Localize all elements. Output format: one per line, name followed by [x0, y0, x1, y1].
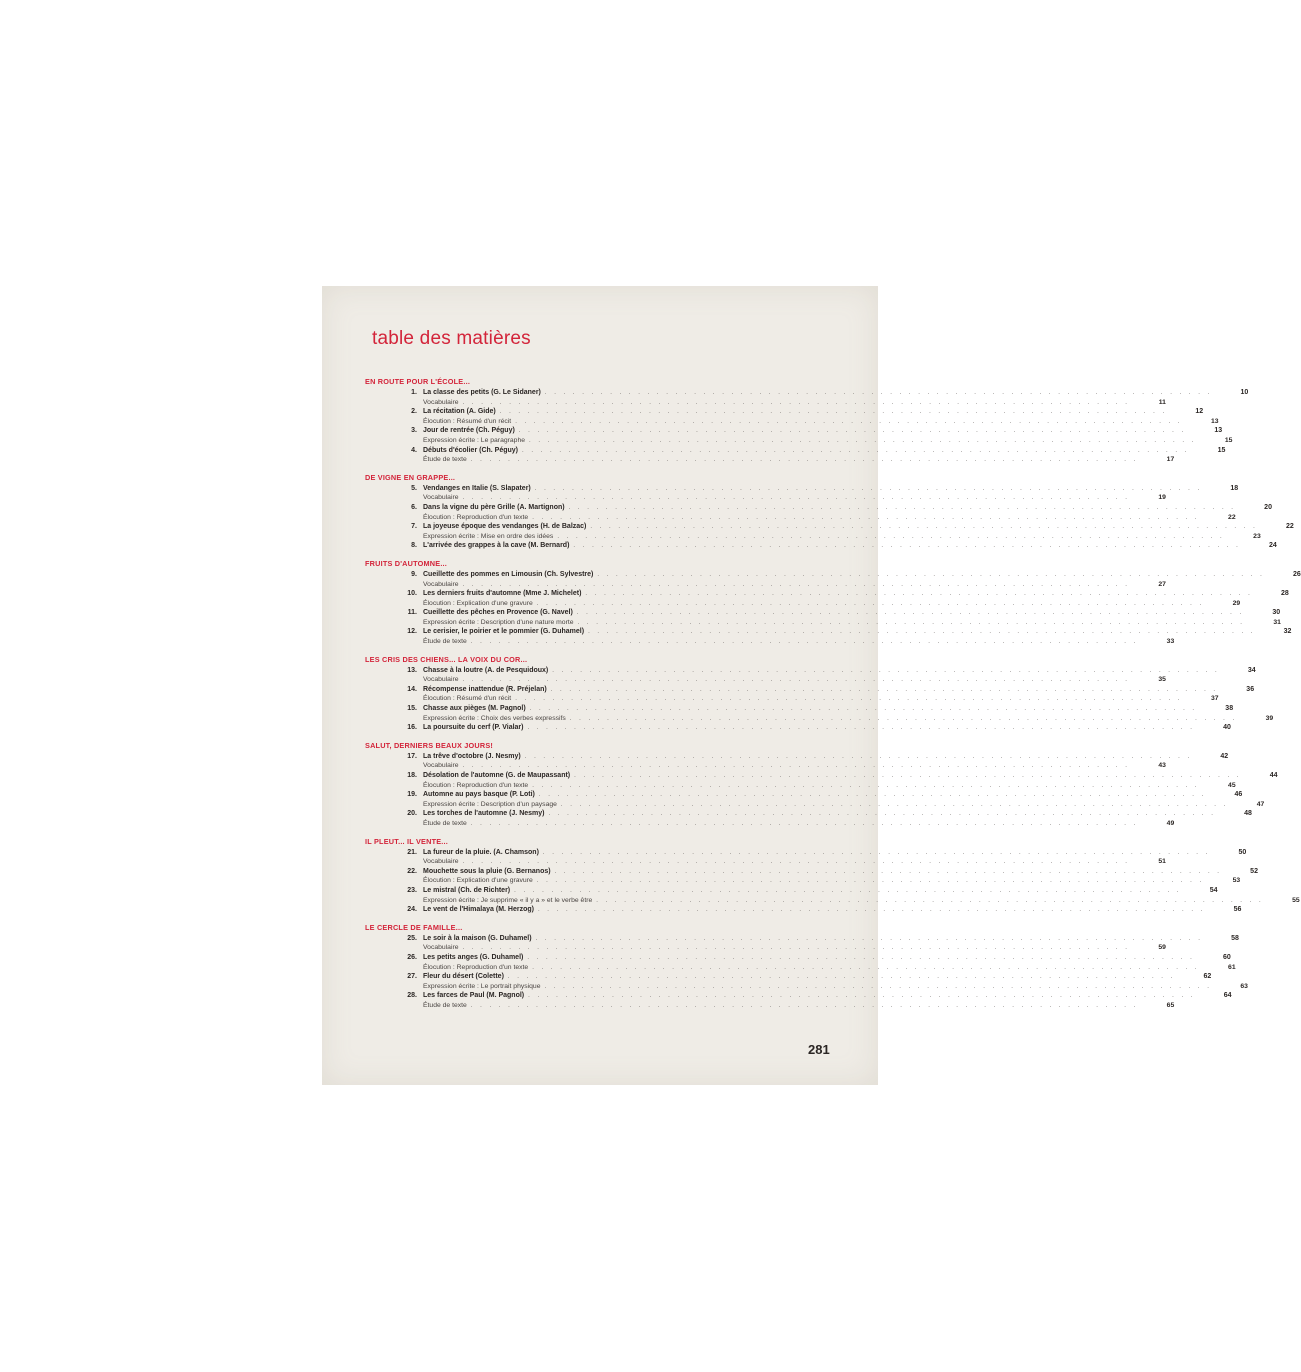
entry-number: 5. — [411, 484, 417, 492]
dot-leader: . . . . . . . . . . . . . . . . . . . . . . . . . . . . . . . . . . . . . . . . . . . . . . . . . . . . . . . . . . . . . . . . . . . . . . . . — [548, 811, 1216, 818]
entry-subtitle: Étude de texte — [423, 819, 467, 827]
entry-page: 32 — [1283, 628, 1292, 636]
entry-number: 1. — [411, 389, 417, 396]
entry-subtitle: Expression écrite : Description d'une nature morte — [423, 618, 574, 626]
toc-entry — [365, 723, 1231, 733]
dot-leader: . . . . . . . . . . . . . . . . . . . . . . . . . . . . . . . . . . . . . . . . . . . . . . . . . . . . . . . . . . . . . . . . . . . . . . . . — [462, 945, 1130, 952]
entry-subrow — [365, 1001, 1175, 1011]
toc-entry — [365, 991, 1232, 1010]
entry-number: 8. — [411, 542, 417, 550]
entry-subrow — [365, 876, 1241, 886]
toc-entry — [365, 867, 1258, 886]
entry-title: Cueillette des pommes en Limousin (Ch. Sylvestre) — [423, 570, 594, 578]
entry-subtitle: Expression écrite : Le paragraphe — [423, 436, 526, 444]
entry-subrow — [365, 532, 1261, 542]
toc-entry — [365, 503, 1272, 522]
entry-number: 9. — [411, 570, 417, 578]
entry-subpage: 23 — [1253, 532, 1261, 540]
toc-entry — [365, 685, 1255, 704]
toc-entry — [365, 570, 1301, 589]
entry-subrow — [365, 896, 1300, 906]
table-of-contents — [365, 376, 1301, 1017]
dot-leader: . . . . . . . . . . . . . . . . . . . . . . . . . . . . . . . . . . . . . . . . . . . . . . . . . . . . . . . . . . . . . . . . . . . . . . . . — [529, 706, 1198, 713]
entry-subtitle: Expression écrite : Je supprime « il y a » et le verbe être — [423, 896, 593, 904]
entry-subpage: 13 — [1211, 417, 1219, 425]
dot-leader: . . . . . . . . . . . . . . . . . . . . . . . . . . . . . . . . . . . . . . . . . . . . . . . . . . . . . . . . . . . . . . . . . . . . . . . . — [569, 715, 1238, 722]
entry-subrow — [365, 637, 1175, 647]
entry-subrow — [365, 943, 1166, 953]
entry-subtitle: Élocution : Résumé d'un récit — [423, 695, 512, 703]
entry-subrow — [365, 436, 1233, 446]
entry-page: 15 — [1217, 446, 1226, 454]
entry-title: Désolation de l'automne (G. de Maupassant) — [423, 772, 571, 779]
toc-entry — [365, 704, 1274, 723]
dot-leader: . . . . . . . . . . . . . . . . . . . . . . . . . . . . . . . . . . . . . . . . . . . . . . . . . . . . . . . . . . . . . . . . . . . . . . . . — [542, 849, 1211, 856]
entry-page: 64 — [1223, 992, 1232, 1000]
entry-subtitle: Étude de texte — [423, 1001, 467, 1009]
dot-leader: . . . . . . . . . . . . . . . . . . . . . . . . . . . . . . . . . . . . . . . . . . . . . . . . . . . . . . . . . . . . . . . . . . . . . . . . — [462, 859, 1130, 866]
dot-leader: . . . . . . . . . . . . . . . . . . . . . . . . . . . . . . . . . . . . . . . . . . . . . . . . . . . . . . . . . . . . . . . . . . . . . . . . — [537, 907, 1206, 914]
entry-title: Fleur du désert (Colette) — [423, 973, 504, 981]
entry-subpage: 17 — [1166, 456, 1175, 464]
entry-page: 30 — [1272, 609, 1281, 617]
dot-leader: . . . . . . . . . . . . . . . . . . . . . . . . . . . . . . . . . . . . . . . . . . . . . . . . . . . . . . . . . . . . . . . . . . . . . . . . — [514, 887, 1182, 894]
dot-leader: . . . . . . . . . . . . . . . . . . . . . . . . . . . . . . . . . . . . . . . . . . . . . . . . . . . . . . . . . . . . . . . . . . . . . . . . — [462, 677, 1130, 684]
entry-row — [365, 809, 1252, 819]
entry-number: 12. — [407, 628, 417, 636]
toc-section — [365, 740, 1278, 829]
entry-title: Le vent de l'Himalaya (M. Herzog) — [423, 906, 534, 914]
entry-title: Les derniers fruits d'automne (Mme J. Michelet) — [423, 590, 582, 598]
entry-page: 38 — [1225, 705, 1234, 713]
toc-entry — [365, 446, 1226, 465]
dot-leader: . . . . . . . . . . . . . . . . . . . . . . . . . . . . . . . . . . . . . . . . . . . . . . . . . . . . . . . . . . . . . . . . . . . . . . . . — [462, 399, 1130, 406]
entry-subpage: 19 — [1158, 494, 1166, 502]
toc-entry — [365, 790, 1265, 809]
entry-row — [365, 627, 1292, 637]
dot-leader: . . . . . . . . . . . . . . . . . . . . . . . . . . . . . . . . . . . . . . . . . . . . . . . . . . . . . . . . . . . . . . . . . . . . . . . . — [585, 591, 1253, 598]
entry-subpage: 51 — [1158, 858, 1166, 866]
entry-subrow — [365, 455, 1175, 465]
dot-leader: . . . . . . . . . . . . . . . . . . . . . . . . . . . . . . . . . . . . . . . . . . . . . . . . . . . . . . . . . . . . . . . . . . . . . . . . — [597, 571, 1265, 578]
dot-leader: . . . . . . . . . . . . . . . . . . . . . . . . . . . . . . . . . . . . . . . . . . . . . . . . . . . . . . . . . . . . . . . . . . . . . . . . — [560, 801, 1229, 808]
entry-subrow — [365, 580, 1166, 590]
entry-number: 28. — [407, 992, 417, 1000]
dot-leader: . . . . . . . . . . . . . . . . . . . . . . . . . . . . . . . . . . . . . . . . . . . . . . . . . . . . . . . . . . . . . . . . . . . . . . . . — [544, 983, 1212, 990]
entry-subtitle: Élocution : Explication d'une gravure — [423, 599, 533, 607]
toc-entry — [365, 522, 1294, 541]
entry-number: 15. — [407, 705, 417, 713]
page-title: table des matières — [372, 328, 531, 349]
toc-entry — [365, 627, 1292, 646]
dot-leader: . . . . . . . . . . . . . . . . . . . . . . . . . . . . . . . . . . . . . . . . . . . . . . . . . . . . . . . . . . . . . . . . . . . . . . . . — [536, 878, 1205, 885]
entry-subrow — [365, 694, 1219, 704]
entry-title: Dans la vigne du père Grille (A. Martignon) — [423, 503, 565, 511]
entry-page: 52 — [1250, 867, 1258, 875]
dot-leader: . . . . . . . . . . . . . . . . . . . . . . . . . . . . . . . . . . . . . . . . . . . . . . . . . . . . . . . . . . . . . . . . . . . . . . . . — [462, 495, 1130, 502]
dot-leader: . . . . . . . . . . . . . . . . . . . . . . . . . . . . . . . . . . . . . . . . . . . . . . . . . . . . . . . . . . . . . . . . . . . . . . . . — [588, 629, 1256, 636]
toc-entry — [365, 484, 1239, 503]
entry-number: 10. — [407, 590, 417, 598]
entry-row — [365, 608, 1281, 618]
entry-subtitle: Vocabulaire — [423, 580, 459, 588]
entry-title: Le cerisier, le poirier et le pommier (G. Duhamel) — [423, 628, 585, 636]
toc-entry — [365, 666, 1256, 685]
entry-page: 48 — [1244, 810, 1252, 818]
dot-leader: . . . . . . . . . . . . . . . . . . . . . . . . . . . . . . . . . . . . . . . . . . . . . . . . . . . . . . . . . . . . . . . . . . . . . . . . — [462, 763, 1130, 770]
entry-title: Récompense inattendue (R. Préjelan) — [423, 685, 547, 693]
dot-leader: . . . . . . . . . . . . . . . . . . . . . . . . . . . . . . . . . . . . . . . . . . . . . . . . . . . . . . . . . . . . . . . . . . . . . . . . — [499, 409, 1168, 416]
entry-row — [365, 503, 1272, 513]
entry-page: 24 — [1269, 542, 1277, 550]
dot-leader: . . . . . . . . . . . . . . . . . . . . . . . . . . . . . . . . . . . . . . . . . . . . . . . . . . . . . . . . . . . . . . . . . . . . . . . . — [568, 504, 1236, 511]
entry-number: 7. — [411, 523, 417, 531]
entry-subrow — [365, 761, 1166, 771]
dot-leader: . . . . . . . . . . . . . . . . . . . . . . . . . . . . . . . . . . . . . . . . . . . . . . . . . . . . . . . . . . . . . . . . . . . . . . . . — [507, 974, 1176, 981]
entry-subtitle: Vocabulaire — [423, 944, 459, 952]
section-title: EN ROUTE POUR L'ÉCOLE... — [365, 377, 471, 386]
entry-number: 4. — [411, 446, 417, 454]
entry-subpage: 61 — [1228, 963, 1236, 971]
toc-section — [365, 922, 1248, 1011]
book-page — [322, 286, 1301, 1085]
dot-leader: . . . . . . . . . . . . . . . . . . . . . . . . . . . . . . . . . . . . . . . . . . . . . . . . . . . . . . . . . . . . . . . . . . . . . . . . — [527, 954, 1195, 961]
entry-title: La trêve d'octobre (J. Nesmy) — [423, 752, 521, 760]
entry-number: 24. — [407, 906, 417, 914]
entry-page: 46 — [1234, 791, 1243, 799]
dot-leader: . . . . . . . . . . . . . . . . . . . . . . . . . . . . . . . . . . . . . . . . . . . . . . . . . . . . . . . . . . . . . . . . . . . . . . . . — [552, 667, 1220, 674]
entry-title: Automne au pays basque (P. Loti) — [423, 791, 535, 799]
entry-subtitle: Expression écrite : Choix des verbes expressifs — [423, 714, 566, 722]
entry-number: 23. — [407, 886, 417, 894]
entry-number: 22. — [407, 867, 417, 875]
page-number: 281 — [808, 1042, 830, 1057]
dot-leader: . . . . . . . . . . . . . . . . . . . . . . . . . . . . . . . . . . . . . . . . . . . . . . . . . . . . . . . . . . . . . . . . . . . . . . . . — [544, 390, 1213, 396]
entry-subpage: 11 — [1158, 398, 1166, 406]
entry-row — [365, 934, 1239, 944]
entry-subtitle: Étude de texte — [423, 638, 467, 646]
entry-subrow — [365, 618, 1281, 628]
dot-leader: . . . . . . . . . . . . . . . . . . . . . . . . . . . . . . . . . . . . . . . . . . . . . . . . . . . . . . . . . . . . . . . . . . . . . . . . — [515, 696, 1183, 703]
entry-number: 25. — [407, 934, 417, 942]
entry-subrow — [365, 513, 1236, 523]
dot-leader: . . . . . . . . . . . . . . . . . . . . . . . . . . . . . . . . . . . . . . . . . . . . . . . . . . . . . . . . . . . . . . . . . . . . . . . . — [550, 686, 1219, 693]
dot-leader: . . . . . . . . . . . . . . . . . . . . . . . . . . . . . . . . . . . . . . . . . . . . . . . . . . . . . . . . . . . . . . . . . . . . . . . . — [470, 1002, 1139, 1009]
entry-row — [365, 484, 1239, 494]
entry-number: 13. — [407, 666, 417, 674]
entry-subrow — [365, 675, 1166, 685]
entry-number: 3. — [411, 427, 417, 435]
entry-row — [365, 953, 1231, 963]
dot-leader: . . . . . . . . . . . . . . . . . . . . . . . . . . . . . . . . . . . . . . . . . . . . . . . . . . . . . . . . . . . . . . . . . . . . . . . . — [590, 524, 1258, 531]
entry-row — [365, 867, 1258, 877]
entry-subrow — [365, 493, 1166, 503]
entry-row — [365, 446, 1226, 456]
entry-row — [365, 666, 1256, 676]
entry-subtitle: Expression écrite : Le portrait physique — [423, 982, 541, 990]
section-title: FRUITS D'AUTOMNE... — [365, 558, 448, 568]
toc-section — [365, 558, 1301, 647]
dot-leader: . . . . . . . . . . . . . . . . . . . . . . . . . . . . . . . . . . . . . . . . . . . . . . . . . . . . . . . . . . . . . . . . . . . . . . . . — [557, 533, 1225, 540]
entry-subpage: 59 — [1158, 944, 1166, 952]
entry-subtitle: Vocabulaire — [423, 762, 459, 770]
entry-row — [365, 589, 1289, 599]
entry-subrow — [365, 963, 1236, 973]
entry-number: 14. — [407, 685, 417, 693]
entry-number: 2. — [411, 408, 417, 416]
toc-entry — [365, 608, 1281, 627]
entry-subpage: 37 — [1211, 695, 1219, 703]
entry-subrow — [365, 599, 1241, 609]
entry-row — [365, 704, 1234, 714]
entry-row — [365, 685, 1255, 695]
toc-section — [365, 836, 1300, 915]
entry-page: 34 — [1247, 666, 1256, 674]
toc-entry — [365, 752, 1229, 771]
toc-section — [365, 654, 1274, 733]
toc-entry — [365, 809, 1252, 828]
entry-subpage: 45 — [1228, 781, 1236, 789]
section-title: IL PLEUT... IL VENTE... — [365, 836, 448, 846]
entry-number: 27. — [407, 973, 417, 981]
entry-row — [365, 426, 1223, 436]
entry-title: Le mistral (Ch. de Richter) — [423, 886, 511, 894]
dot-leader: . . . . . . . . . . . . . . . . . . . . . . . . . . . . . . . . . . . . . . . . . . . . . . . . . . . . . . . . . . . . . . . . . . . . . . . . — [515, 418, 1183, 425]
dot-leader: . . . . . . . . . . . . . . . . . . . . . . . . . . . . . . . . . . . . . . . . . . . . . . . . . . . . . . . . . . . . . . . . . . . . . . . . — [532, 782, 1200, 789]
entry-page: 40 — [1223, 724, 1231, 732]
entry-subrow — [365, 800, 1265, 810]
entry-page: 13 — [1214, 427, 1223, 435]
toc-entry — [365, 905, 1242, 915]
dot-leader: . . . . . . . . . . . . . . . . . . . . . . . . . . . . . . . . . . . . . . . . . . . . . . . . . . . . . . . . . . . . . . . . . . . . . . . . — [573, 543, 1241, 550]
entry-subtitle: Vocabulaire — [423, 494, 459, 502]
entry-row — [365, 848, 1247, 858]
entry-row — [365, 388, 1249, 398]
entry-page: 44 — [1269, 772, 1278, 779]
entry-subtitle: Expression écrite : Mise en ordre des idées — [423, 532, 554, 540]
dot-leader: . . . . . . . . . . . . . . . . . . . . . . . . . . . . . . . . . . . . . . . . . . . . . . . . . . . . . . . . . . . . . . . . . . . . . . . . — [538, 792, 1207, 799]
entry-number: 19. — [407, 791, 417, 799]
dot-leader: . . . . . . . . . . . . . . . . . . . . . . . . . . . . . . . . . . . . . . . . . . . . . . . . . . . . . . . . . . . . . . . . . . . . . . . . — [534, 485, 1203, 492]
toc-entry — [365, 388, 1249, 407]
dot-leader: . . . . . . . . . . . . . . . . . . . . . . . . . . . . . . . . . . . . . . . . . . . . . . . . . . . . . . . . . . . . . . . . . . . . . . . . — [470, 457, 1139, 464]
dot-leader: . . . . . . . . . . . . . . . . . . . . . . . . . . . . . . . . . . . . . . . . . . . . . . . . . . . . . . . . . . . . . . . . . . . . . . . . — [596, 897, 1264, 904]
entry-title: L'arrivée des grappes à la cave (M. Bernard) — [423, 542, 570, 550]
dot-leader: . . . . . . . . . . . . . . . . . . . . . . . . . . . . . . . . . . . . . . . . . . . . . . . . . . . . . . . . . . . . . . . . . . . . . . . . — [527, 725, 1195, 732]
dot-leader: . . . . . . . . . . . . . . . . . . . . . . . . . . . . . . . . . . . . . . . . . . . . . . . . . . . . . . . . . . . . . . . . . . . . . . . . — [574, 773, 1242, 779]
toc-entry — [365, 541, 1277, 551]
entry-page: 22 — [1285, 523, 1294, 531]
entry-number: 20. — [407, 810, 417, 818]
entry-number: 21. — [407, 848, 417, 856]
toc-entry — [365, 848, 1247, 867]
section-title: LE CERCLE DE FAMILLE... — [365, 922, 463, 932]
entry-subpage: 33 — [1166, 638, 1175, 646]
entry-page: 36 — [1246, 685, 1255, 693]
toc-entry — [365, 972, 1248, 991]
entry-subpage: 39 — [1265, 714, 1274, 722]
entry-page: 20 — [1264, 503, 1272, 511]
entry-number: 17. — [407, 752, 417, 760]
entry-row — [365, 407, 1204, 417]
entry-row — [365, 972, 1212, 982]
entry-subrow — [365, 857, 1166, 867]
entry-subtitle: Élocution : Résumé d'un récit — [423, 417, 512, 425]
entry-number: 6. — [411, 503, 417, 511]
entry-number: 26. — [407, 953, 417, 961]
dot-leader: . . . . . . . . . . . . . . . . . . . . . . . . . . . . . . . . . . . . . . . . . . . . . . . . . . . . . . . . . . . . . . . . . . . . . . . . — [528, 993, 1196, 1000]
entry-subpage: 27 — [1158, 580, 1166, 588]
entry-subpage: 65 — [1166, 1001, 1175, 1009]
toc-section — [365, 472, 1294, 551]
dot-leader: . . . . . . . . . . . . . . . . . . . . . . . . . . . . . . . . . . . . . . . . . . . . . . . . . . . . . . . . . . . . . . . . . . . . . . . . — [535, 935, 1203, 942]
entry-row — [365, 905, 1242, 915]
entry-title: La classe des petits (G. Le Sidaner) — [423, 389, 541, 396]
entry-subpage: 47 — [1256, 800, 1265, 808]
entry-title: Jour de rentrée (Ch. Péguy) — [423, 427, 515, 435]
entry-subpage: 22 — [1228, 513, 1236, 521]
entry-title: Les torches de l'automne (J. Nesmy) — [423, 810, 545, 818]
entry-subtitle: Vocabulaire — [423, 398, 459, 406]
entry-title: La fureur de la pluie. (A. Chamson) — [423, 848, 539, 856]
entry-page: 28 — [1281, 590, 1289, 598]
entry-number: 16. — [407, 724, 417, 732]
dot-leader: . . . . . . . . . . . . . . . . . . . . . . . . . . . . . . . . . . . . . . . . . . . . . . . . . . . . . . . . . . . . . . . . . . . . . . . . — [576, 610, 1245, 617]
toc-entry — [365, 934, 1239, 953]
dot-leader: . . . . . . . . . . . . . . . . . . . . . . . . . . . . . . . . . . . . . . . . . . . . . . . . . . . . . . . . . . . . . . . . . . . . . . . . — [536, 600, 1205, 607]
entry-title: Vendanges en Italie (S. Slapater) — [423, 484, 531, 492]
entry-title: Le soir à la maison (G. Duhamel) — [423, 934, 532, 942]
entry-page: 58 — [1231, 934, 1239, 942]
dot-leader: . . . . . . . . . . . . . . . . . . . . . . . . . . . . . . . . . . . . . . . . . . . . . . . . . . . . . . . . . . . . . . . . . . . . . . . . — [522, 447, 1190, 454]
entry-subtitle: Élocution : Reproduction d'un texte — [423, 781, 529, 789]
toc-entry — [365, 771, 1278, 790]
entry-title: La joyeuse époque des vendanges (H. de Balzac) — [423, 523, 587, 531]
entry-subpage: 31 — [1273, 618, 1281, 626]
section-title: LES CRIS DES CHIENS... LA VOIX DU COR... — [365, 654, 528, 664]
entry-subpage: 53 — [1232, 877, 1241, 885]
dot-leader: . . . . . . . . . . . . . . . . . . . . . . . . . . . . . . . . . . . . . . . . . . . . . . . . . . . . . . . . . . . . . . . . . . . . . . . . — [462, 581, 1130, 588]
entry-row — [365, 886, 1218, 896]
entry-subrow — [365, 982, 1248, 992]
entry-subpage: 43 — [1158, 762, 1166, 770]
entry-title: La poursuite du cerf (P. Vialar) — [423, 724, 524, 732]
entry-row — [365, 790, 1243, 800]
entry-title: Débuts d'écolier (Ch. Péguy) — [423, 446, 519, 454]
entry-subtitle: Étude de texte — [423, 456, 467, 464]
entry-subtitle: Élocution : Reproduction d'un texte — [423, 513, 529, 521]
entry-subpage: 35 — [1158, 676, 1166, 684]
toc-section — [365, 376, 1249, 465]
entry-row — [365, 752, 1229, 762]
entry-page: 26 — [1292, 570, 1301, 578]
entry-page: 18 — [1230, 484, 1239, 492]
entry-subtitle: Vocabulaire — [423, 858, 459, 866]
toc-entry — [365, 407, 1219, 426]
dot-leader: . . . . . . . . . . . . . . . . . . . . . . . . . . . . . . . . . . . . . . . . . . . . . . . . . . . . . . . . . . . . . . . . . . . . . . . . — [518, 428, 1187, 435]
entry-title: Mouchette sous la pluie (G. Bernanos) — [423, 867, 551, 875]
entry-subtitle: Élocution : Reproduction d'un texte — [423, 963, 529, 971]
entry-page: 42 — [1220, 752, 1229, 760]
dot-leader: . . . . . . . . . . . . . . . . . . . . . . . . . . . . . . . . . . . . . . . . . . . . . . . . . . . . . . . . . . . . . . . . . . . . . . . . — [470, 820, 1139, 827]
entry-title: Chasse aux pièges (M. Pagnol) — [423, 705, 526, 713]
entry-number: 11. — [407, 609, 417, 617]
entry-page: 56 — [1233, 906, 1242, 914]
entry-page: 10 — [1240, 389, 1249, 396]
dot-leader: . . . . . . . . . . . . . . . . . . . . . . . . . . . . . . . . . . . . . . . . . . . . . . . . . . . . . . . . . . . . . . . . . . . . . . . . — [524, 753, 1193, 760]
entry-title: La récitation (A. Gide) — [423, 408, 496, 416]
entry-row — [365, 522, 1294, 532]
entry-subpage: 63 — [1240, 982, 1248, 990]
entry-row — [365, 991, 1232, 1001]
entry-title: Cueillette des pêches en Provence (G. Navel) — [423, 609, 573, 617]
section-title: SALUT, DERNIERS BEAUX JOURS! — [365, 740, 494, 750]
entry-row — [365, 771, 1278, 781]
dot-leader: . . . . . . . . . . . . . . . . . . . . . . . . . . . . . . . . . . . . . . . . . . . . . . . . . . . . . . . . . . . . . . . . . . . . . . . . — [532, 964, 1200, 971]
entry-subrow — [365, 781, 1236, 791]
entry-subrow — [365, 417, 1219, 427]
dot-leader: . . . . . . . . . . . . . . . . . . . . . . . . . . . . . . . . . . . . . . . . . . . . . . . . . . . . . . . . . . . . . . . . . . . . . . . . — [554, 868, 1222, 875]
entry-page: 62 — [1203, 973, 1212, 981]
toc-entry — [365, 426, 1233, 445]
entry-row — [365, 723, 1231, 733]
entry-title: Les farces de Paul (M. Pagnol) — [423, 992, 525, 1000]
entry-page: 50 — [1238, 848, 1247, 856]
toc-entry — [365, 953, 1236, 972]
entry-subpage: 29 — [1232, 599, 1241, 607]
entry-number: 18. — [407, 772, 417, 779]
entry-title: Chasse à la loutre (A. de Pesquidoux) — [423, 666, 549, 674]
entry-subtitle: Élocution : Explication d'une gravure — [423, 877, 533, 885]
dot-leader: . . . . . . . . . . . . . . . . . . . . . . . . . . . . . . . . . . . . . . . . . . . . . . . . . . . . . . . . . . . . . . . . . . . . . . . . — [577, 619, 1245, 626]
toc-entry — [365, 589, 1289, 608]
entry-subpage: 55 — [1292, 896, 1300, 904]
entry-page: 54 — [1209, 886, 1218, 894]
dot-leader: . . . . . . . . . . . . . . . . . . . . . . . . . . . . . . . . . . . . . . . . . . . . . . . . . . . . . . . . . . . . . . . . . . . . . . . . — [470, 639, 1139, 646]
entry-subtitle: Expression écrite : Description d'un paysage — [423, 800, 557, 808]
entry-subrow — [365, 819, 1175, 829]
section-title: DE VIGNE EN GRAPPE... — [365, 472, 456, 482]
toc-entry — [365, 886, 1300, 905]
entry-title: Les petits anges (G. Duhamel) — [423, 953, 524, 961]
entry-subrow — [365, 714, 1274, 724]
entry-row — [365, 570, 1301, 580]
dot-leader: . . . . . . . . . . . . . . . . . . . . . . . . . . . . . . . . . . . . . . . . . . . . . . . . . . . . . . . . . . . . . . . . . . . . . . . . — [529, 437, 1197, 444]
entry-subpage: 49 — [1166, 819, 1175, 827]
entry-row — [365, 541, 1277, 551]
entry-subrow — [365, 398, 1166, 408]
entry-subtitle: Vocabulaire — [423, 676, 459, 684]
dot-leader: . . . . . . . . . . . . . . . . . . . . . . . . . . . . . . . . . . . . . . . . . . . . . . . . . . . . . . . . . . . . . . . . . . . . . . . . — [532, 514, 1200, 521]
entry-subpage: 15 — [1224, 436, 1233, 444]
entry-page: 60 — [1222, 953, 1231, 961]
entry-page: 12 — [1195, 408, 1204, 416]
